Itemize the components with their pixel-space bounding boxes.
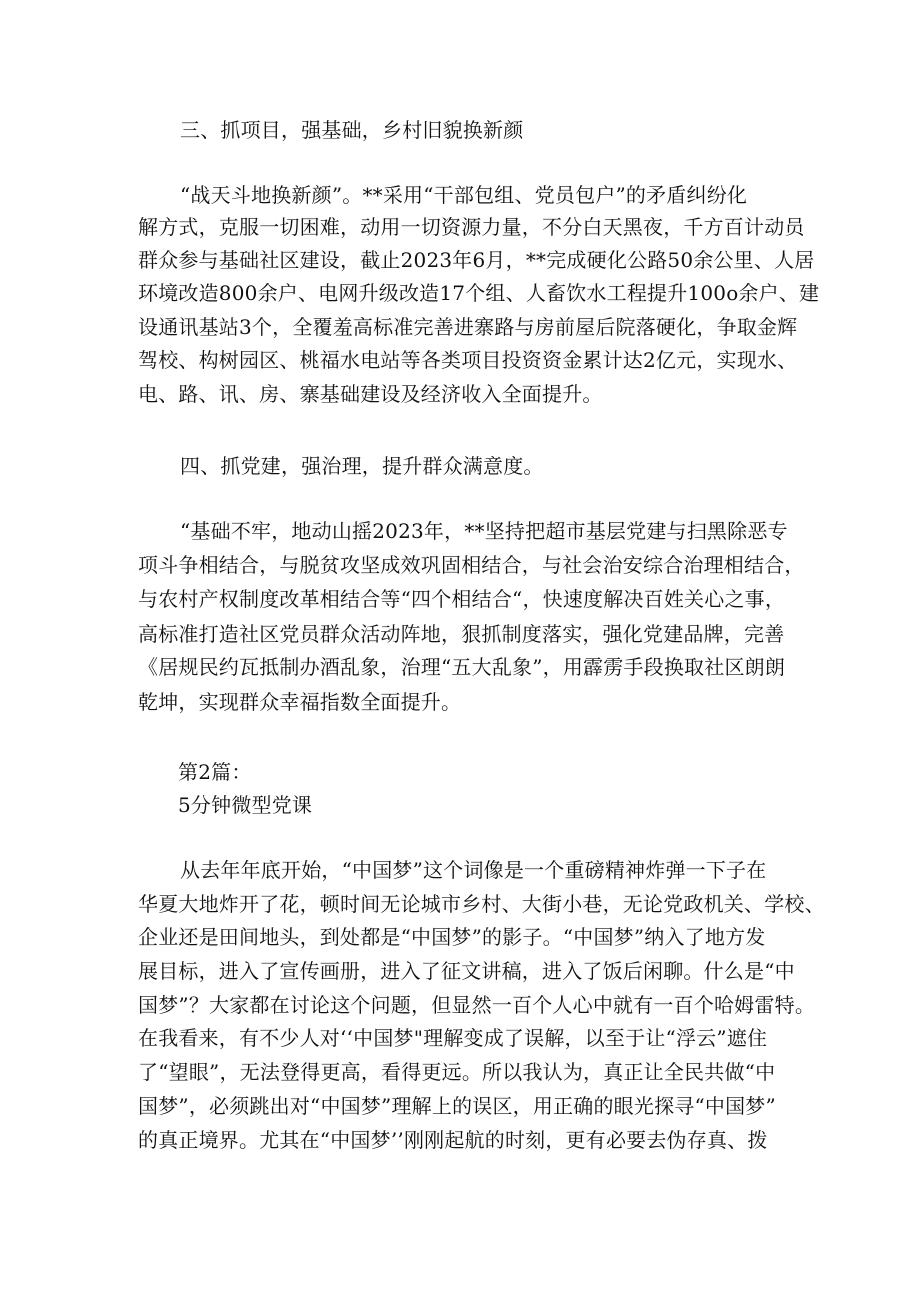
- part-label: 第2篇：: [178, 760, 252, 784]
- paragraph-line: 从去年年底开始，“中国梦”这个词像是一个重磅精神炸弹一下子在: [180, 858, 767, 882]
- paragraph-line: 驾校、构树园区、桃福水电站等各类项目投资资金累计达2亿元，实现水、: [138, 348, 798, 372]
- paragraph-line: 国梦”？大家都在讨论这个问题，但显然一百个人心中就有一百个哈姆雷特。: [138, 993, 816, 1017]
- paragraph-line: 企业还是田间地头，到处都是“中国梦”的影子。“中国梦”纳入了地方发: [138, 925, 766, 949]
- paragraph-line: 国梦”，必须跳出对“中国梦”理解上的误区，用正确的眼光探寻“中国梦”: [138, 1094, 776, 1118]
- paragraph-line: “基础不牢，地动山摇2023年，**坚持把超市基层党建与扫黑除恶专: [180, 519, 788, 543]
- paragraph-line: 项斗争相结合，与脱贫攻坚成效巩固相结合，与社会治安综合治理相结合，: [138, 553, 805, 577]
- paragraph-line: 《居规民约瓦抵制办酒乱象，治理“五大乱象”，用霹雳手段换取社区朗朗: [138, 655, 786, 679]
- paragraph-line: 设通讯基站3个，全覆羞高标准完善进寨路与房前屋后院落硬化，争取金辉: [138, 315, 798, 339]
- paragraph-line: 华夏大地炸开了花，顿时间无论城市乡村、大街小巷，无论党政机关、学校、: [138, 892, 825, 916]
- paragraph-line: 高标准打造社区党员群众活动阵地，狠抓制度落实，强化党建品牌，完善: [138, 622, 785, 646]
- section-heading: 四、抓党建，强治理，提升群众满意度。: [180, 454, 544, 478]
- paragraph-line: 电、路、讯、房、寨基础建设及经济收入全面提升。: [138, 382, 603, 406]
- section-heading: 三、抓项目，强基础，乡村旧貌换新颜: [180, 118, 524, 142]
- paragraph-line: 与农村产权制度改革相结合等“四个相结合“，快速度解决百姓关心之事，: [138, 587, 786, 611]
- paragraph-line: “战天斗地换新颜”。**采用“干部包组、党员包户”的矛盾纠纷化: [180, 183, 748, 207]
- paragraph-line: 在我看来，有不少人对‘‘中国梦"理解变成了误解，以至于让“浮云”遮住: [138, 1026, 768, 1050]
- part-title: 5分钟微型党课: [178, 793, 313, 817]
- paragraph-line: 的真正境界。尤其在“中国梦’’刚刚起航的时刻，更有必要去伪存真、拨: [138, 1128, 768, 1152]
- paragraph-line: 了“望眼”，无法登得更高，看得更远。所以我认为，真正让全民共做“中: [138, 1060, 776, 1084]
- paragraph-line: 乾坤，实现群众幸福指数全面提升。: [138, 690, 462, 714]
- paragraph-line: 群众参与基础社区建设，截止2023年6月，**完成硬化公路50余公里、人居: [138, 248, 815, 272]
- paragraph-line: 展目标，进入了宣传画册，进入了征文讲稿，进入了饭后闲聊。什么是“中: [138, 959, 795, 983]
- paragraph-line: 解方式，克服一切困难，动用一切资源力量，不分白天黑夜，千方百计动员: [138, 215, 805, 239]
- paragraph-line: 环境改造800余户、电网升级改造17个组、人畜饮水工程提升100o余户、建: [138, 281, 820, 305]
